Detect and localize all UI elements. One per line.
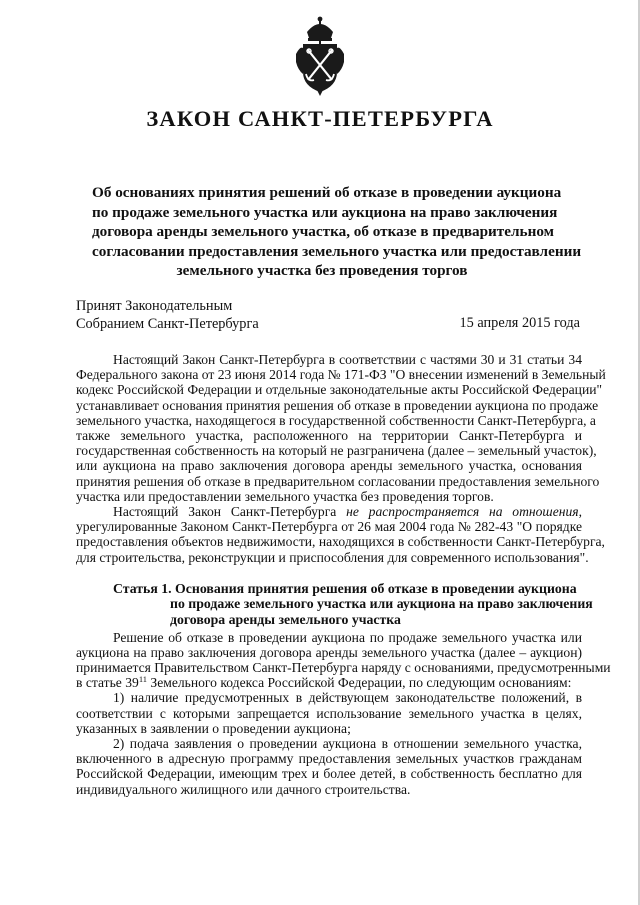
text-line — [76, 504, 582, 519]
article-1-heading — [76, 580, 593, 628]
text-line: 2) подача заявления о проведении аукциона в отношении земельного участка, — [113, 736, 582, 752]
adoption-date: 15 апреля 2015 года — [459, 315, 580, 331]
law-title: ЗАКОН САНКТ-ПЕТЕРБУРГА — [146, 106, 494, 131]
text-line: принятия решения об отказе в предварительном согласовании предоставления земельного — [76, 473, 600, 489]
text-line: участка или предоставлении земельного участка без проведения торгов. — [76, 488, 494, 504]
text-line: 1) наличие предусмотренных в действующем законодательстве положений, в — [113, 690, 582, 706]
text-line: принимается Правительством Санкт-Петербурга наряду с основаниями, предусмотренными — [76, 660, 611, 676]
text-line: для строительства, реконструкции и приспособления для современного использования". — [76, 549, 589, 565]
scope-paragraph — [76, 504, 605, 565]
law-subject — [92, 183, 582, 281]
text-line: включенного в адресную программу предоставления земельных участков гражданам — [76, 751, 582, 767]
heading-line: Статья 1. Основания принятия решения об отказе в проведении аукциона — [113, 580, 577, 596]
subject-line: договора аренды земельного участка, об отказе в предварительном — [92, 223, 554, 240]
subject-line: по продаже земельного участка или аукциона на право заключения — [92, 203, 558, 221]
text-line: Российской Федерации, имеющим трех и более детей, в собственность бесплатно для — [76, 766, 582, 782]
text-line: государственная собственность на который не разграничена (далее – земельный участок), — [76, 443, 597, 459]
text-line: урегулированные Законом Санкт-Петербурга от 26 мая 2004 года № 282-43 "О порядке — [76, 519, 582, 535]
adopted-line: Собранием Санкт-Петербурга — [76, 315, 259, 332]
text-line: земельного участка, находящегося в государственной собственности Санкт-Петербурга, а — [76, 412, 596, 428]
scope-comma: , — [578, 504, 582, 520]
article-superscript: 11 — [138, 674, 147, 685]
text-line: предоставления объектов недвижимости, находящихся в собственности Санкт-Петербурга, — [76, 534, 605, 550]
text-line: Федерального закона от 23 июня 2014 года № 171-ФЗ "О внесении изменений в Земельный — [76, 367, 606, 383]
subject-line: Об основаниях принятия решений об отказе в проведении аукциона — [92, 184, 562, 201]
text-line: кодекс Российской Федерации и отдельные законодательные акты Российской Федерации" — [76, 382, 603, 398]
subject-line: согласовании предоставления земельного участка или предоставлении — [92, 242, 582, 260]
text-line: аукциона на право заключения договора аренды земельного участка (далее – аукцион) — [76, 644, 582, 660]
heading-line: договора аренды земельного участка — [170, 612, 401, 628]
text-line: соответствии с которыми запрещается использование земельного участка в целях, — [76, 705, 582, 721]
scope-emphasis: не распространяется на отношения — [346, 504, 579, 520]
intro-end: Земельного кодекса Российской Федерации, по следующим основаниям: — [147, 675, 572, 691]
text-line: Настоящий Закон Санкт-Петербурга в соответствии с частями 30 и 31 статьи 34 — [113, 352, 582, 367]
coat-of-arms-icon — [292, 14, 348, 98]
article-1-intro — [76, 629, 611, 691]
text-line: индивидуального жилищного или дачного строительства. — [76, 781, 411, 797]
text-line: также земельного участка, расположенного на территории Санкт-Петербурга и — [76, 428, 582, 444]
scope-start: Настоящий Закон Санкт-Петербурга — [113, 504, 347, 520]
text-line: или аукциона на право заключения договора аренды земельного участка, основания — [76, 458, 582, 474]
article-1-item-2 — [76, 736, 582, 797]
preamble-paragraph — [76, 352, 606, 504]
subject-line: земельного участка без проведения торгов — [176, 262, 468, 279]
heading-line: по продаже земельного участка или аукциона на право заключения — [170, 596, 593, 612]
text-line — [76, 675, 582, 690]
article-1-item-1 — [76, 690, 582, 736]
text-line: Решение об отказе в проведении аукциона по продаже земельного участка или — [113, 629, 582, 645]
text-line: указанных в заявлении о проведении аукциона; — [76, 720, 351, 736]
text-line: устанавливает основания принятия решения об отказе в проведении аукциона по продаже — [76, 397, 599, 413]
law-body — [76, 352, 611, 797]
intro-start: в статье 39 — [76, 675, 139, 691]
adopted-by — [76, 298, 259, 333]
adopted-line: Принят Законодательным — [76, 298, 233, 314]
spacer — [76, 565, 582, 577]
